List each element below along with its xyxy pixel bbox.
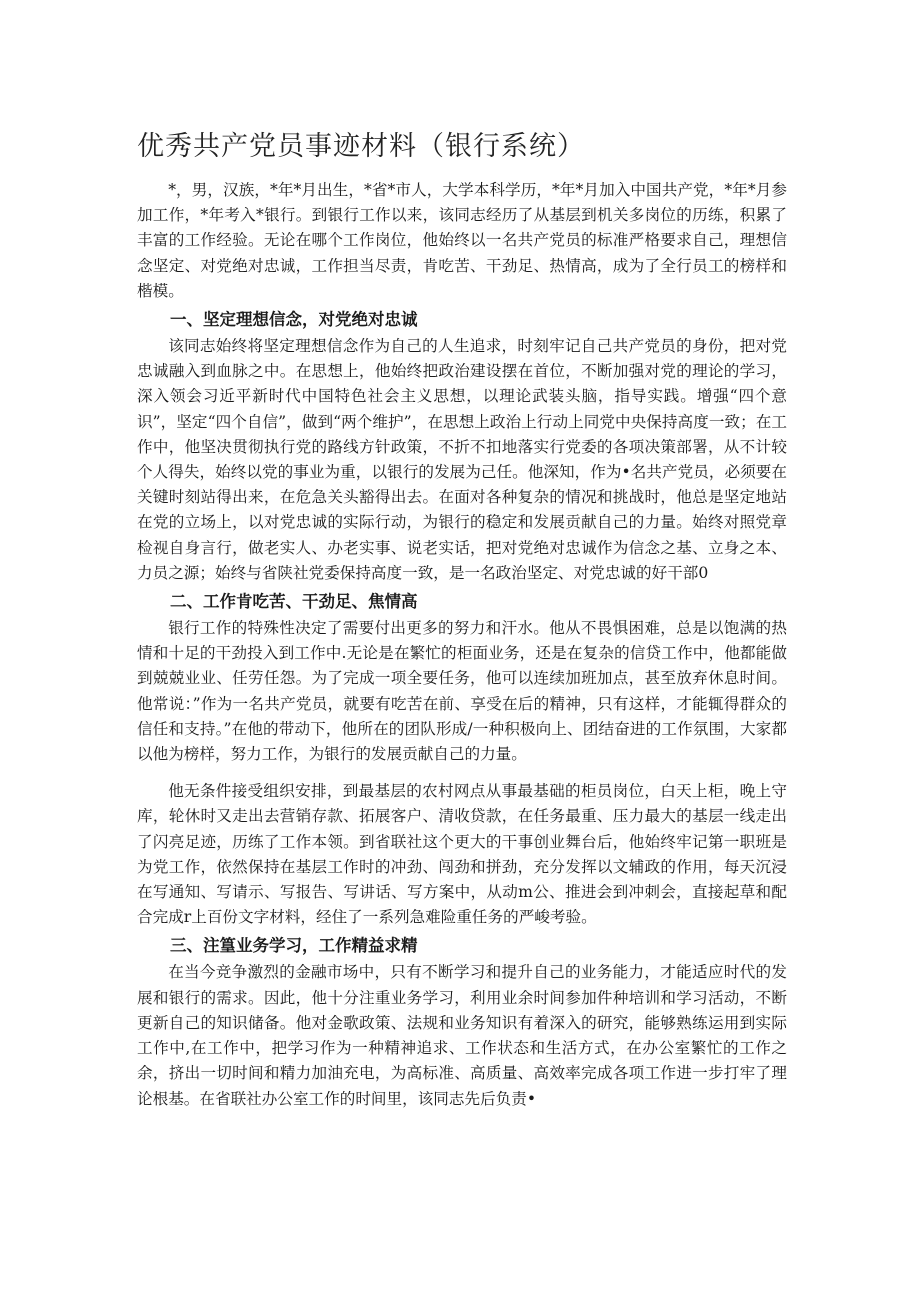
section-heading-1: 一、坚定理想信念，对党绝对忠诚: [170, 310, 418, 330]
document-body: [137, 178, 787, 1112]
intro-paragraph: *，男，汉族，*年*月出生，*省*市人，大学本科学历，*年*月加入中国共产党，*年*月参加工作，*年考入*银行。到银行工作以来，该同志经历了从基层到机关多岗位的历练，积累了丰富的工作经验。无论在哪个工作岗位，他始终以一名共产党员的标准严格要求自己，理想信念坚定、对党绝对忠诚，工作担当尽责，肯吃苦、干劲足、热情高，成为了全行员工的榜样和楷模。: [137, 181, 787, 300]
section-2-paragraph-1: 银行工作的特殊性决定了需要付出更多的努力和汗水。他从不畏惧困难，总是以饱满的热情和十足的干劲投入到工作中.无论是在繁忙的柜面业务，还是在复杂的信贷工作中，他都能做到兢兢业业、任劳任怨。为了完成一项全要任务，他可以连续加班加点，甚至放弃休息时间。他常说：”作为一名共产党员，就要有吃苦在前、享受在后的精神，只有这样，才能辄得群众的信任和支持。”在他的带动下，他所在的团队形成/一种积极向上、团结奋进的工作氛围，大家都以他为榜样，努力工作，为银行的发展贡献自己的力量。: [137, 619, 787, 764]
section-1-paragraph-1: 该同志始终将坚定理想信念作为自己的人生追求，时刻牢记自己共产党员的身份，把对党忠诚融入到血脉之中。在思想上，他始终把政治建设摆在首位，不断加强对党的理论的学习，深入领会习近平新时代中国特色社会主义思想，以理论武装头脑，指导实践。增强“四个意识”，坚定“四个自信”，做到“两个维护”，在思想上政治上行动上同党中央保持高度一致；在工作中，他坚决贯彻执行党的路线方针政策，不折不扣地落实行党委的各项决策部署，从不计较个人得失，始终以党的事业为重，以银行的发展为己任。他深知，作为•名共产党员，必须要在关键时刻站得出来，在危急关头豁得出去。在面对各种复杂的情况和挑战时，他总是坚定地站在党的立场上，以对党忠诚的实际行动，为银行的稳定和发展贡献自己的力量。始终对照党章检视自身言行，做老实人、办老实事、说老实话，把对党绝对忠诚作为信念之基、立身之本、力员之源；始终与省陕社党委保持高度一致，是一名政治坚定、对党忠诚的好干部0: [137, 337, 787, 582]
section-3-paragraph-1: 在当今竞争激烈的金融市场中，只有不断学习和提升自己的业务能力，才能适应时代的发展和银行的需求。因此，他十分注重业务学习，利用业余时间参加件种培训和学习活动，不断更新自己的知识储备。他对金歌政策、法规和业务知识有着深入的研究，能够熟练运用到实际工作中,在工作中，把学习作为一种精神追求、工作状态和生活方式，在办公室繁忙的工作之余，挤出一切时间和精力加油充电，为高标准、高质量、高效率完成各项工作进一步打牢了理论根基。在省联社办公室工作的时间里，该同志先后负责•: [137, 963, 787, 1108]
section-heading-2: 二、工作肯吃苦、干劲足、焦情高: [170, 592, 418, 612]
section-heading-3: 三、注篁业务学习，工作精益求精: [170, 936, 418, 956]
document-title: 优秀共产党员事迹材料（银行系统）: [137, 131, 585, 162]
section-2-paragraph-2: 他无条件接受组织安排，到最基层的农村网点从事最基础的柜员岗位，白天上柜，晚上守库，轮休时又走出去营销存款、拓展客户、清收贷款，在任务最重、压力最大的基层一线走出了闪亮足迹，历练了工作本领。到省联社这个更大的干事创业舞台后，他始终牢记第一职班是为党工作，依然保持在基层工作时的冲劲、闯劲和拼劲，充分发挥以文辅政的作用，每天沉浸在写通知、写请示、写报告、写讲话、写方案中，从动m公、推进会到冲刺会，直接起草和配合完成r上百份文字材料，经住了一系列急难险重任务的严峻考验。: [137, 782, 787, 927]
